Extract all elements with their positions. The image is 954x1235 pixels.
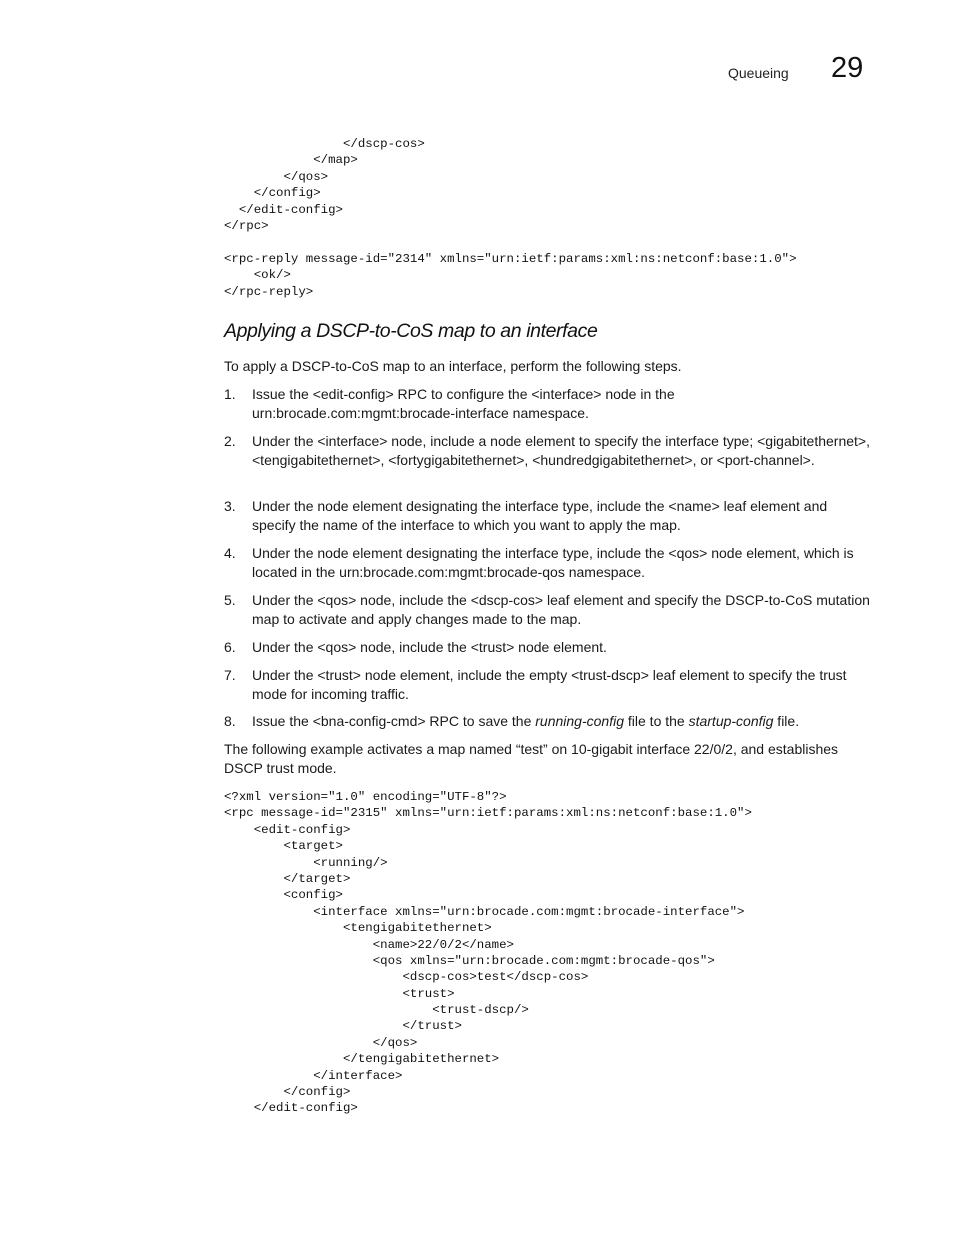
startup-config-term: startup-config	[688, 713, 774, 729]
code-line: </map>	[224, 153, 358, 168]
step-text: Under the <trust> node element, include the empty <trust-dscp> leaf element to specify the trust mode for incoming traffic.	[252, 667, 847, 702]
code-line: </trust>	[224, 1019, 462, 1034]
chapter-number: 29	[831, 52, 864, 84]
code-line: </dscp-cos>	[224, 137, 425, 151]
code-line: </target>	[224, 871, 351, 886]
code-line: </edit-config>	[224, 202, 343, 217]
code-line: <config>	[224, 888, 343, 903]
step-number: 2.	[224, 433, 236, 449]
code-block-reply	[224, 136, 797, 300]
code-line: <target>	[224, 839, 343, 854]
code-line: <name>22/0/2</name>	[224, 937, 514, 952]
code-line: <dscp-cos>test</dscp-cos>	[224, 970, 589, 985]
step-number: 4.	[224, 545, 236, 561]
code-line: <rpc message-id="2315" xmlns="urn:ietf:params:xml:ns:netconf:base:1.0">	[224, 806, 752, 821]
code-line: <ok/>	[224, 268, 291, 283]
step-number: 8.	[224, 713, 236, 729]
step-number: 1.	[224, 386, 236, 402]
step-number: 7.	[224, 667, 236, 683]
intro-paragraph: To apply a DSCP-to-CoS map to an interface, perform the following steps.	[224, 358, 682, 374]
step-text: Under the node element designating the interface type, include the <name> leaf element and specify the name of the interface to which you want to apply the map.	[252, 498, 828, 533]
step-text: Under the <qos> node, include the <dscp-cos> leaf element and specify the DSCP-to-CoS mutation map to activate and apply changes made to the map.	[252, 592, 870, 627]
running-config-term: running-config	[535, 713, 624, 729]
section-title: Queueing	[728, 65, 789, 81]
step-text: Under the node element designating the interface type, include the <qos> node element, which is located in the urn:brocade.com:mgmt:brocade-qos namespace.	[252, 545, 854, 580]
code-line: </tengigabitethernet>	[224, 1052, 500, 1067]
code-line: </rpc>	[224, 218, 269, 233]
step-text: Under the <qos> node, include the <trust> node element.	[252, 639, 607, 655]
code-line: <?xml version="1.0" encoding="UTF-8"?>	[224, 790, 507, 804]
step-text-part: file to the	[624, 713, 689, 729]
step-text: Issue the <edit-config> RPC to configure the <interface> node in the urn:brocade.com:mgmt:brocade-interface namespace.	[252, 386, 675, 421]
step-number: 5.	[224, 592, 236, 608]
section-heading: Applying a DSCP-to-CoS map to an interface	[224, 320, 598, 342]
step-text-part: Issue the <bna-config-cmd> RPC to save the	[252, 713, 536, 729]
code-line: </qos>	[224, 1035, 418, 1050]
code-line: <tengigabitethernet>	[224, 921, 492, 936]
code-line: <edit-config>	[224, 822, 351, 837]
code-block-example	[224, 789, 752, 1117]
code-line: </config>	[224, 186, 321, 201]
code-line	[224, 234, 797, 250]
example-paragraph: The following example activates a map named “test” on 10-gigabit interface 22/0/2, and establishes DSCP trust mode.	[224, 741, 839, 776]
code-line: <running/>	[224, 855, 388, 870]
code-line: <qos xmlns="urn:brocade.com:mgmt:brocade-qos">	[224, 953, 715, 968]
step-text: Under the <interface> node, include a node element to specify the interface type; <gigabitethernet>, <tengigabitethernet>, <fortygigabitethernet>, <hundredgigabitethernet>, or <port-channel>.	[252, 433, 870, 468]
code-line: <trust-dscp/>	[224, 1003, 529, 1018]
code-line: <trust>	[224, 986, 455, 1001]
step-text	[252, 712, 872, 731]
code-line: <interface xmlns="urn:brocade.com:mgmt:brocade-interface">	[224, 904, 745, 919]
code-line: </rpc-reply>	[224, 284, 314, 299]
code-line: </config>	[224, 1085, 351, 1100]
code-line: </qos>	[224, 169, 329, 184]
step-text-part: file.	[773, 713, 800, 729]
step-number: 6.	[224, 639, 236, 655]
step-number: 3.	[224, 498, 236, 514]
code-line: </interface>	[224, 1068, 403, 1083]
code-line: <rpc-reply message-id="2314" xmlns="urn:ietf:params:xml:ns:netconf:base:1.0">	[224, 251, 797, 266]
code-line: </edit-config>	[224, 1101, 358, 1116]
